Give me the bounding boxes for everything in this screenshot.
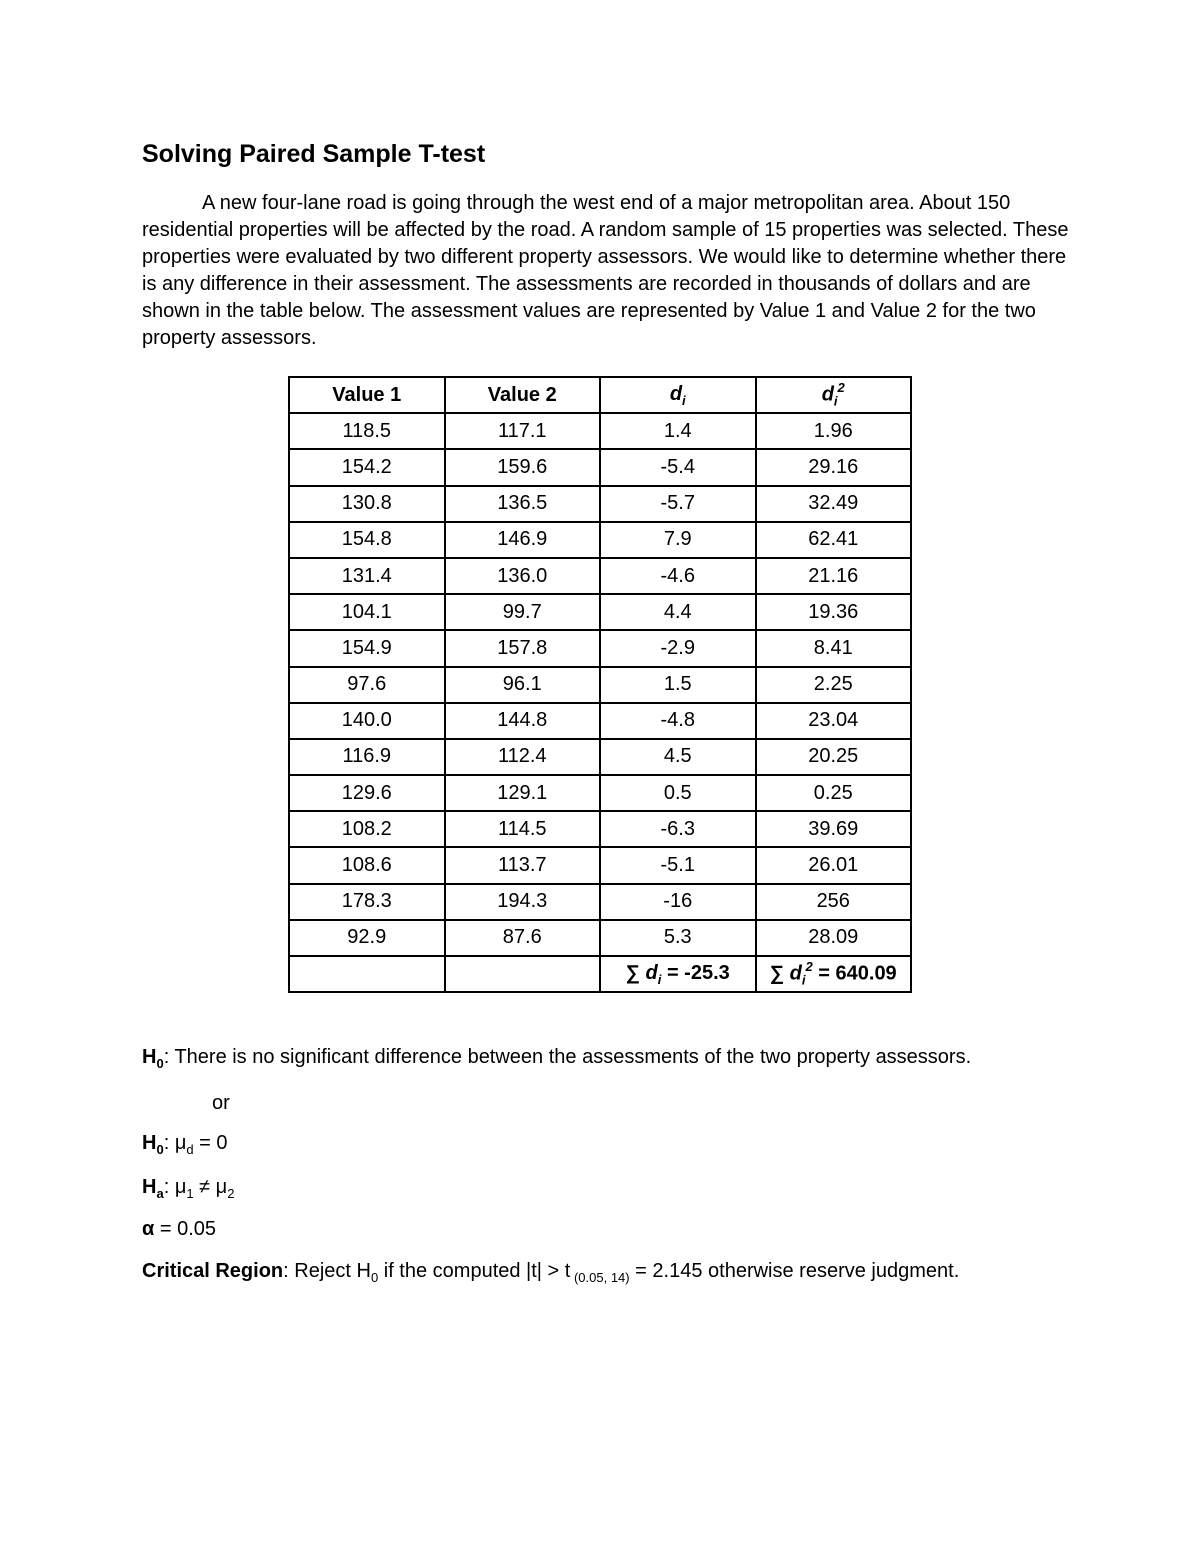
cell-di-squared: 20.25 bbox=[756, 739, 912, 775]
cell-di: 1.5 bbox=[600, 667, 756, 703]
cell-di-squared: 26.01 bbox=[756, 847, 912, 883]
cell-value-2: 96.1 bbox=[445, 667, 601, 703]
table-row bbox=[289, 667, 911, 703]
cell-value-1: 130.8 bbox=[289, 486, 445, 522]
cell-di: -5.4 bbox=[600, 449, 756, 485]
cell-di: -4.6 bbox=[600, 558, 756, 594]
sum-empty-cell-1 bbox=[289, 956, 445, 992]
table-row bbox=[289, 920, 911, 956]
cell-di-squared: 0.25 bbox=[756, 775, 912, 811]
cell-value-2: 146.9 bbox=[445, 522, 601, 558]
cell-value-1: 129.6 bbox=[289, 775, 445, 811]
cell-value-2: 144.8 bbox=[445, 703, 601, 739]
sum-empty-cell-2 bbox=[445, 956, 601, 992]
cell-di-squared: 19.36 bbox=[756, 594, 912, 630]
intro-paragraph bbox=[142, 190, 1072, 352]
alpha-level: α = 0.05 bbox=[142, 1218, 217, 1240]
cell-di: 7.9 bbox=[600, 522, 756, 558]
cell-di-squared: 32.49 bbox=[756, 486, 912, 522]
cell-value-1: 116.9 bbox=[289, 739, 445, 775]
table-row bbox=[289, 775, 911, 811]
cell-value-1: 178.3 bbox=[289, 884, 445, 920]
cell-di: 5.3 bbox=[600, 920, 756, 956]
table-row bbox=[289, 739, 911, 775]
cell-di: -4.8 bbox=[600, 703, 756, 739]
cell-value-2: 129.1 bbox=[445, 775, 601, 811]
cell-value-1: 92.9 bbox=[289, 920, 445, 956]
table-row bbox=[289, 486, 911, 522]
page-title: Solving Paired Sample T-test bbox=[142, 140, 486, 168]
sum-di: ∑ $d_i = -25.3$ bbox=[600, 956, 756, 992]
sum-di-squared: ∑ $d_i^2 = 640.09$ bbox=[756, 956, 912, 992]
cell-di: -6.3 bbox=[600, 811, 756, 847]
table-row bbox=[289, 884, 911, 920]
cell-value-2: 136.5 bbox=[445, 486, 601, 522]
cell-value-2: 114.5 bbox=[445, 811, 601, 847]
cell-value-2: 136.0 bbox=[445, 558, 601, 594]
cell-di: -16 bbox=[600, 884, 756, 920]
null-hypothesis-text: $H_0$: There is no significant difference between the assessments of the two property assessors. bbox=[142, 1046, 972, 1071]
cell-di: 4.5 bbox=[600, 739, 756, 775]
cell-value-1: 131.4 bbox=[289, 558, 445, 594]
cell-value-1: 140.0 bbox=[289, 703, 445, 739]
cell-value-1: 97.6 bbox=[289, 667, 445, 703]
cell-value-2: 87.6 bbox=[445, 920, 601, 956]
cell-di-squared: 39.69 bbox=[756, 811, 912, 847]
cell-di: -5.7 bbox=[600, 486, 756, 522]
header-di: $d_i$ bbox=[600, 377, 756, 413]
table-row bbox=[289, 558, 911, 594]
critical-region: Critical Region: Reject $H_0$ if the computed |t| > t $_{(0.05, 14)}$ = 2.145 otherwise reserve judgment. bbox=[142, 1260, 960, 1285]
table-row bbox=[289, 630, 911, 666]
cell-di-squared: 2.25 bbox=[756, 667, 912, 703]
intro-text: A new four-lane road is going through the west end of a major metropolitan area. About 150 residential properties will be affected by the road. A random sample of 15 properties was selected. These properties were evaluated by two different property assessors. We would like to determine whether there is any difference in their assessment. The assessments are recorded in thousands of dollars and are shown in the table below. The assessment values are represented by Value 1 and Value 2 for the two property assessors. bbox=[142, 192, 1069, 349]
header-value-2: Value 2 bbox=[445, 377, 601, 413]
cell-value-1: 154.2 bbox=[289, 449, 445, 485]
cell-value-1: 104.1 bbox=[289, 594, 445, 630]
cell-value-2: 157.8 bbox=[445, 630, 601, 666]
cell-value-1: 108.6 bbox=[289, 847, 445, 883]
table-row bbox=[289, 811, 911, 847]
cell-di-squared: 23.04 bbox=[756, 703, 912, 739]
table-row bbox=[289, 703, 911, 739]
cell-value-1: 154.9 bbox=[289, 630, 445, 666]
cell-value-2: 159.6 bbox=[445, 449, 601, 485]
cell-di-squared: 62.41 bbox=[756, 522, 912, 558]
table-row bbox=[289, 594, 911, 630]
cell-value-1: 154.8 bbox=[289, 522, 445, 558]
header-value-1: Value 1 bbox=[289, 377, 445, 413]
table-row bbox=[289, 413, 911, 449]
table-row bbox=[289, 449, 911, 485]
cell-di-squared: 1.96 bbox=[756, 413, 912, 449]
cell-value-2: 112.4 bbox=[445, 739, 601, 775]
cell-value-1: 108.2 bbox=[289, 811, 445, 847]
cell-value-2: 113.7 bbox=[445, 847, 601, 883]
table-sum-row bbox=[289, 956, 911, 992]
cell-value-2: 117.1 bbox=[445, 413, 601, 449]
cell-di: -5.1 bbox=[600, 847, 756, 883]
cell-di: -2.9 bbox=[600, 630, 756, 666]
cell-di: 4.4 bbox=[600, 594, 756, 630]
table-row bbox=[289, 847, 911, 883]
table-header-row bbox=[289, 377, 911, 413]
cell-di: 1.4 bbox=[600, 413, 756, 449]
alternative-hypothesis-formula: $H_a$: $\mu_1 \ne \mu_2$ bbox=[142, 1176, 235, 1201]
cell-di-squared: 8.41 bbox=[756, 630, 912, 666]
cell-di-squared: 21.16 bbox=[756, 558, 912, 594]
null-hypothesis-formula: $H_0$: $\mu_d = 0$ bbox=[142, 1132, 228, 1157]
or-text: or bbox=[212, 1092, 230, 1114]
table-row bbox=[289, 522, 911, 558]
table-body bbox=[289, 413, 911, 956]
cell-di: 0.5 bbox=[600, 775, 756, 811]
cell-value-2: 194.3 bbox=[445, 884, 601, 920]
cell-di-squared: 256 bbox=[756, 884, 912, 920]
assessment-table bbox=[288, 376, 912, 993]
cell-value-1: 118.5 bbox=[289, 413, 445, 449]
cell-di-squared: 29.16 bbox=[756, 449, 912, 485]
cell-value-2: 99.7 bbox=[445, 594, 601, 630]
header-di-squared: $d_i^2$ bbox=[756, 377, 912, 413]
cell-di-squared: 28.09 bbox=[756, 920, 912, 956]
